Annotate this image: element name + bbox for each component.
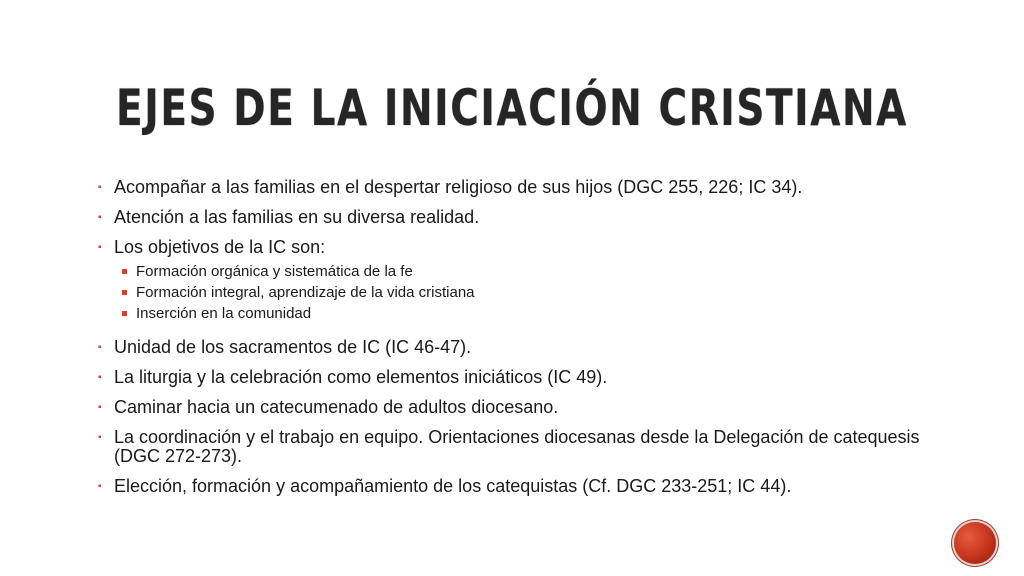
list-item: [98, 368, 938, 387]
list-item: [98, 178, 938, 197]
sub-list: [114, 263, 938, 322]
square-bullet-icon: ▪: [98, 432, 102, 443]
sub-list-item-text: Inserción en la comunidad: [136, 305, 312, 322]
small-square-bullet-icon: [122, 290, 127, 295]
bullet-list: [98, 178, 938, 496]
square-bullet-icon: ▪: [98, 342, 102, 353]
list-item: [98, 477, 938, 496]
list-item-text: Atención a las familias en su diversa realidad.: [114, 207, 480, 227]
small-square-bullet-icon: [122, 269, 127, 274]
square-bullet-icon: ▪: [98, 372, 102, 383]
list-item: [98, 398, 938, 417]
sub-list-item: [114, 284, 938, 301]
page-number-badge: [954, 522, 996, 564]
list-item-text: Caminar hacia un catecumenado de adultos diocesano.: [114, 397, 559, 417]
list-item: [98, 208, 938, 227]
sub-list-item: [114, 263, 938, 280]
square-bullet-icon: ▪: [98, 182, 102, 193]
sub-list-item-text: Formación integral, aprendizaje de la vida cristiana: [136, 284, 475, 301]
slide-title: EJES DE LA INICIACIÓN CRISTIANA: [116, 79, 908, 137]
list-item-text: Elección, formación y acompañamiento de los catequistas (Cf. DGC 233-251; IC 44).: [114, 476, 792, 496]
list-item-text: La coordinación y el trabajo en equipo. Orientaciones diocesanas desde la Delegación de catequesis (DGC 272-273).: [114, 427, 920, 466]
list-item-text: Los objetivos de la IC son:: [114, 237, 326, 257]
list-item: [98, 338, 938, 357]
square-bullet-icon: ▪: [98, 481, 102, 492]
list-item: [98, 428, 938, 466]
square-bullet-icon: ▪: [98, 402, 102, 413]
square-bullet-icon: ▪: [98, 212, 102, 223]
list-item-text: Unidad de los sacramentos de IC (IC 46-47).: [114, 337, 472, 357]
sub-list-item-text: Formación orgánica y sistemática de la fe: [136, 263, 413, 280]
sub-list-item: [114, 305, 938, 322]
list-item-text: La liturgia y la celebración como elementos iniciáticos (IC 49).: [114, 367, 608, 387]
list-item-text: Acompañar a las familias en el despertar religioso de sus hijos (DGC 255, 226; IC 34).: [114, 177, 803, 197]
small-square-bullet-icon: [122, 311, 127, 316]
list-item: [98, 238, 938, 322]
square-bullet-icon: ▪: [98, 242, 102, 253]
